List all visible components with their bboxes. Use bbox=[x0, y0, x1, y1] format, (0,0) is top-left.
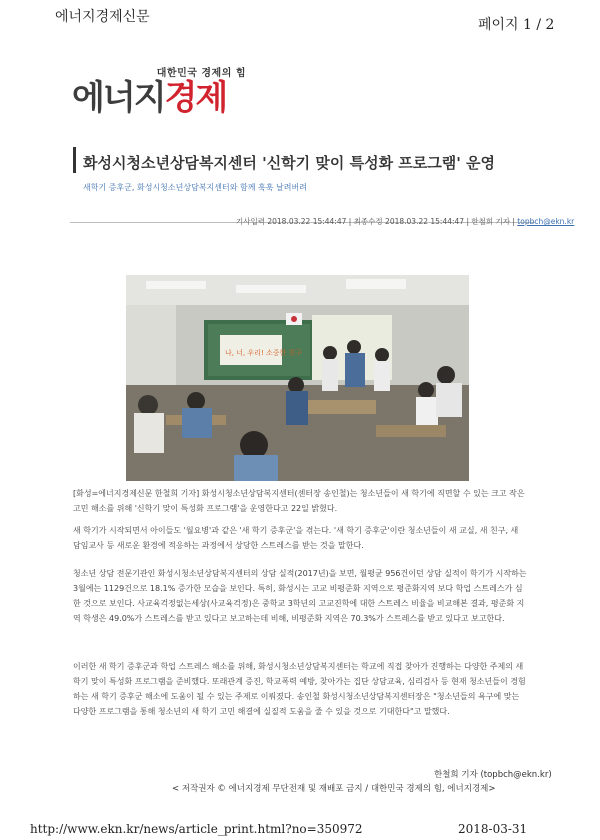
print-header-page: 페이지 1 / 2 bbox=[478, 17, 555, 33]
article-paragraph: [화성=에너지경제신문 한철희 기자] 화성시청소년상담복지센터(센터장 송인철)는 청소년들이 새 학기에 직면할 수 있는 크고 작은 고민 해소를 위해 '신학기 맞이 특성화 프로그램'을 운영한다고 22일 밝혔다. bbox=[73, 489, 525, 513]
logo-wordmark bbox=[72, 78, 226, 118]
article-subtitle: 새학기 증후군, 화성시청소년상담복지센터와 함께 훅훅 날려버려 bbox=[83, 183, 307, 192]
published-time: 기사입력 2018.03.22 15:44:47 bbox=[236, 217, 347, 226]
article-meta: 기사입력 2018.03.22 15:44:47 | 최종수정 2018.03.22 15:44:47 | 한철희 기자 | topbch@ekn.kr bbox=[236, 217, 575, 226]
reporter-email[interactable]: topbch@ekn.kr bbox=[517, 217, 575, 226]
logo-tagline: 대한민국 경제의 힘 bbox=[156, 68, 246, 79]
print-footer-date: 2018-03-31 bbox=[458, 822, 528, 836]
print-header-site: 에너지경제신문 bbox=[55, 9, 150, 25]
photo-banner-text: 나, 너, 우리! 소중한 친구 bbox=[225, 349, 303, 357]
article-paragraph: 청소년 상담 전문기관인 화성시청소년상담복지센터의 상담 실적(2017년)을 보면, 월평균 956건이던 상담 실적이 학기가 시작하는 3월에는 1129건으로 18.1% 증가한 모습을 보인다. 특히, 화성시는 고교 비평준화 지역으로 평준화지역 보다 학업 스트레스가 심한 것으로 보인다. 사교육걱정없는세상(사교육걱정)은 중학교 3학년의 고교진학에 대한 스트레스 비율을 비교해본 결과, 평준화 지역 학생은 49.0%가 스트레스를 받고 있다고 보고하는데 비해, 비평준화 지역은 70.3%가 스트레스를 받고 있다고 보고한다. bbox=[73, 569, 527, 623]
modified-time: 최종수정 2018.03.22 15:44:47 bbox=[353, 217, 465, 226]
logo-part-1: 에너지 bbox=[72, 78, 165, 118]
copyright-notice: < 저작권자 © 에너지경제 무단전재 및 재배포 금지 / 대한민국 경제의 힘, 에너지경제> bbox=[172, 784, 496, 794]
print-footer-url: http://www.ekn.kr/news/article_print.html?no=350972 bbox=[30, 822, 363, 836]
article-photo bbox=[126, 275, 469, 481]
newspaper-logo bbox=[72, 68, 252, 128]
title-accent-bar bbox=[73, 147, 76, 173]
article-title: 화성시청소년상담복지센터 '신학기 맞이 특성화 프로그램' 운영 bbox=[83, 154, 496, 172]
reporter-name: 한철희 기자 bbox=[471, 217, 510, 226]
logo-part-2: 경제 bbox=[164, 78, 227, 118]
article-paragraph: 이러한 새 학기 증후군과 학업 스트레스 해소를 위해, 화성시청소년상담복지센터는 학교에 직접 찾아가 진행하는 다양한 주제의 새 학기 맞이 특성화 프로그램을 준비했다. 또래관계 증진, 학교폭력 예방, 찾아가는 집단 상담교육, 심리검사 등 현재 청소년들이 경험하는 새 학기 증후군 해소에 도움이 될 수 있는 주제로 이뤄졌다. 송인철 화성시청소년상담복지센터장은 "청소년들의 욕구에 맞는 다양한 프로그램을 통해 청소년의 새 학기 고민 해결에 실질적 도움을 줄 수 있을 것으로 기대한다"고 말했다. bbox=[73, 662, 526, 716]
article-paragraph: 새 학기가 시작되면서 아이들도 '월요병'과 같은 '새 학기 증후군'을 겪는다. '새 학기 증후군'이란 청소년들이 새 교실, 새 친구, 새 담임교사 등 새로운 환경에 적응하는 과정에서 상당한 스트레스를 받는 것을 말한다. bbox=[73, 526, 519, 550]
article-byline: 한철희 기자 (topbch@ekn.kr) bbox=[434, 770, 552, 780]
